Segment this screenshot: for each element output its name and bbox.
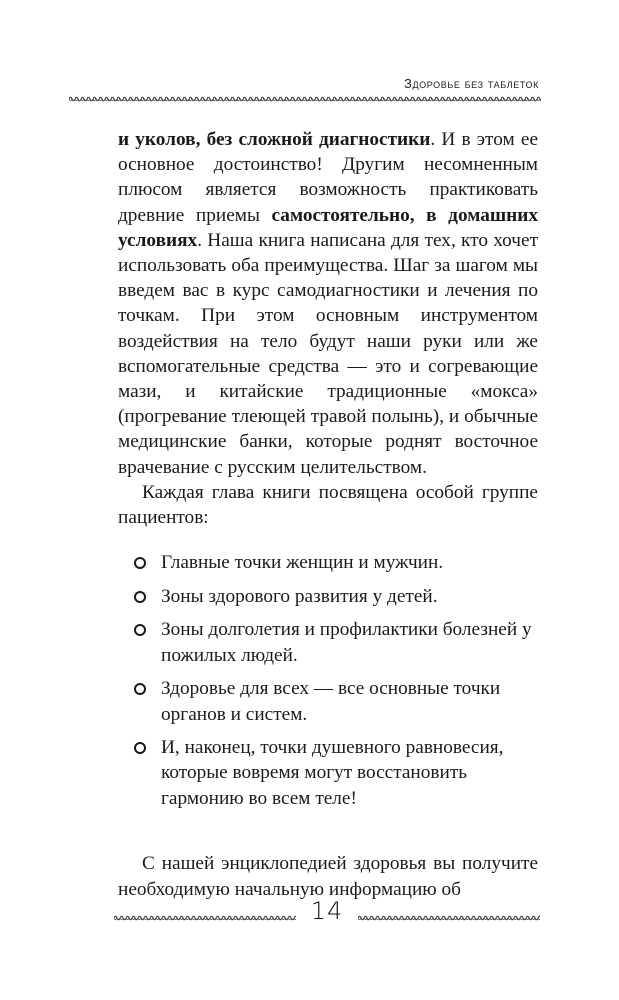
page-number: 14 (310, 897, 344, 925)
wave-ornament-left (114, 914, 296, 922)
list-item (134, 735, 538, 811)
wave-ornament-right (358, 914, 540, 922)
circle-bullet-icon (134, 557, 146, 569)
body-text (118, 127, 538, 530)
paragraph-1-text-b: . Наша книга написана для тех, кто хочет использовать оба преимущества. Шаг за шагом мы введем вас в курс самодиагностики и лечения по точкам. При этом основным инструментом воздействия на тело будут наши руки или же вспомогательные средства — это и согревающие мази, и китайские традиционные «мокса» (прогревание тлеющей травой полынь), и обычные медицинские банки, которые роднят восточное врачевание с русским целительством. (118, 229, 538, 478)
bold-phrase-2: самостоятельно, в домашних условиях (118, 204, 538, 251)
list-item-text: Главные точки женщин и мужчин. (161, 552, 444, 573)
circle-bullet-icon (134, 624, 146, 636)
paragraph-1 (118, 127, 538, 480)
paragraph-2: Каждая глава книги посвящена особой группе пациентов: (118, 481, 538, 529)
header-ornament (69, 95, 541, 103)
circle-bullet-icon (134, 591, 146, 603)
bold-phrase-1: и уколов, без сложной диагностики (118, 129, 431, 150)
list-item-text: И, наконец, точки душевного равновесия, которые вовремя могут восстановить гармонию во всем теле! (161, 737, 504, 809)
circle-bullet-icon (134, 742, 146, 754)
list-item (134, 584, 538, 609)
chapter-list (134, 550, 538, 819)
circle-bullet-icon (134, 683, 146, 695)
wave-ornament-top (69, 95, 541, 103)
list-item-text: Зоны долголетия и профилактики болезней у пожилых людей. (161, 619, 532, 666)
closing-paragraph: С нашей энциклопедией здоровья вы получите необходимую начальную информацию об (118, 853, 538, 900)
paragraph-1-text-a: . И в этом ее основное достоинство! Другим несомненным плюсом является возможность практиковать древние приемы (118, 129, 538, 226)
list-item-text: Зоны здорового развития у детей. (161, 585, 438, 607)
list-item-text: Здоровье для всех — все основные точки органов и систем. (161, 678, 501, 725)
list-item (134, 550, 538, 575)
running-head: Здоровье без таблеток (404, 76, 539, 91)
footer-ornament-left (114, 914, 296, 922)
list-item (134, 617, 538, 667)
list-item (134, 676, 538, 726)
footer-ornament-right (358, 914, 540, 922)
